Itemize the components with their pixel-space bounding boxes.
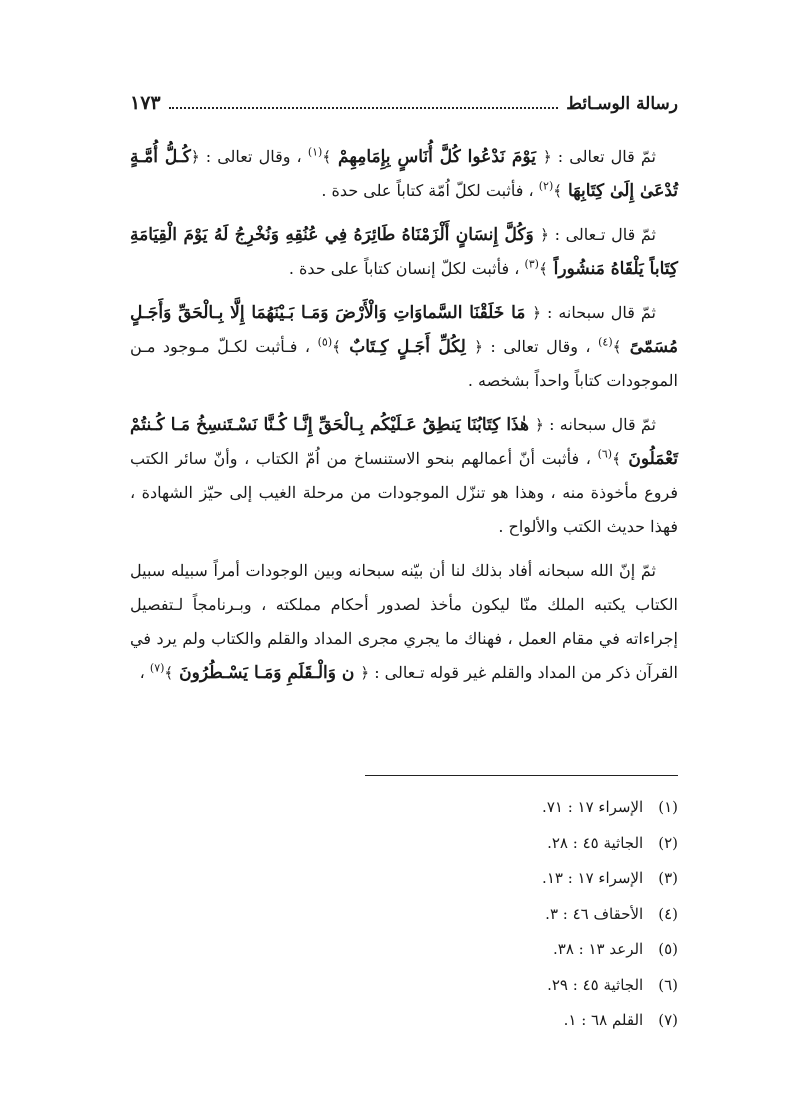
ornate-bracket: ﴾ — [164, 664, 174, 682]
paragraph — [130, 554, 678, 690]
footnote-text: الرعد ١٣ : ٣٨. — [552, 940, 644, 958]
ornate-bracket: ﴾ — [612, 338, 622, 356]
quran-verse: وَكُلَّ إِنسَانٍ أَلْزَمْنَاهُ طَائِرَهُ فِي عُنُقِهِ وَنُخْرِجُ لَهُ يَوْمَ الْقِيَامَةِ كِتَاباً يَلْقَاهُ مَنشُوراً — [130, 225, 678, 279]
quran-verse: ن وَالْـقَلَمِ وَمَـا يَسْـطُرُونَ — [173, 663, 361, 683]
body-text: ثمّ قال تـعالى : — [548, 225, 656, 244]
footnote-ref: (٣) — [524, 257, 539, 271]
footnote — [330, 932, 678, 968]
footnote-ref: (٦) — [597, 447, 613, 461]
quran-verse: لِكُلِّ أَجَـلٍ كِـتَابٌ — [340, 337, 475, 357]
footnote-ref: (٥) — [317, 335, 333, 349]
footnote-number: (٥) — [658, 940, 678, 958]
body-text: ، فأثبت لكلّ اُمّة كتاباً على حدة . — [321, 181, 539, 200]
body-text: ، فـأثبت لكـلّ مـوجود مـن الموجودات كتاباً واحداً بشخصه . — [130, 337, 678, 390]
footnote-number: (٧) — [658, 1011, 678, 1029]
ornate-bracket: ﴿ — [360, 664, 370, 682]
ornate-bracket: ﴾ — [612, 450, 621, 468]
footnote — [330, 861, 678, 897]
footnote — [330, 968, 678, 1004]
body-text: ، — [139, 663, 150, 682]
chapter-title: رسالة الوسـائط — [566, 94, 678, 114]
body-text: ثمّ إنّ الله سبحانه أفاد بذلك لنا أن بيّنه سبحانه وبين الوجودات أمراً سبيله سبيل الكتاب يكتبه الملك منّا ليكون مأخذ لصدور أحكام مملكته ، وبـرنامجاً لـتفصيل إجراءاته في مقام العمل ، فهناك ما يجري مجرى المداد والقلم والكتاب ولم يرد في القرآن ذكر من المداد والقلم غير قوله تـعالى : — [130, 561, 679, 682]
body-text: ثمّ قال سبحانه : — [543, 415, 657, 434]
ornate-bracket: ﴾ — [332, 338, 341, 356]
body-text: ، فأثبت أنّ أعمالهم بنحو الاستنساخ من اُمّ الكتاب ، وأنّ سائر الكتب فروع مأخوذة منه ، وهذا هو تنزّل الموجودات من مرحلة الغيب إلى حيّز الشهادة ، فهذا حديث الكتب والألواح . — [130, 449, 679, 536]
paragraph — [130, 408, 678, 544]
footnote-ref: (١) — [307, 145, 323, 159]
footnote-text: الأحقاف ٤٦ : ٣. — [545, 904, 644, 923]
footnote-number: (١) — [658, 798, 678, 816]
body-text: ثمّ قال سبحانه : — [541, 303, 656, 322]
ornate-bracket: ﴿ — [190, 148, 200, 166]
footnote — [330, 826, 678, 862]
quran-verse: مَا خَلَقْنَا السَّماوَاتِ وَالْأَرْضَ وَمَـا بَـيْنَهُمَا إِلَّا بِـالْحَقِّ وَأَجَـلٍ مُسَمّىً — [130, 303, 679, 357]
footnote-number: (٦) — [658, 975, 678, 994]
footnote-number: (٤) — [658, 904, 678, 923]
footnote — [330, 1003, 678, 1039]
quran-verse: يَوْمَ نَدْعُوا كُلَّ أُنَاسٍ بِإِمَامِهِمْ — [331, 147, 543, 167]
footnote-text: القلم ٦٨ : ١. — [563, 1011, 644, 1029]
ornate-bracket: ﴿ — [474, 338, 483, 356]
footnote-text: الجاثية ٤٥ : ٢٩. — [547, 975, 644, 994]
footnote — [330, 790, 678, 826]
body-text: ، وقال تعالى : — [482, 337, 599, 356]
ornate-bracket: ﴾ — [553, 182, 563, 200]
leader-dots — [169, 106, 559, 109]
body-text: ، وقال تعالى : — [199, 147, 308, 166]
footnote-number: (٣) — [658, 869, 678, 887]
footnotes — [330, 790, 678, 1039]
body-text: ثمّ قال تعالى : — [551, 147, 656, 166]
ornate-bracket: ﴾ — [538, 260, 548, 278]
footnote-number: (٢) — [658, 833, 678, 852]
footnote-ref: (٧) — [149, 661, 165, 675]
main-text — [130, 140, 678, 700]
ornate-bracket: ﴿ — [542, 148, 552, 166]
quran-verse: هٰذَا كِتَابُنَا يَنطِقُ عَـلَيْكُم بِـالْحَقِّ إِنَّـا كُـنَّا نَسْـتَنسِخُ مَـا كُـنتُمْ تَعْمَلُونَ — [130, 415, 679, 469]
ornate-bracket: ﴿ — [540, 226, 549, 244]
ornate-bracket: ﴿ — [535, 416, 544, 434]
ornate-bracket: ﴿ — [532, 304, 541, 322]
paragraph — [130, 296, 678, 398]
footnote-text: الجاثية ٤٥ : ٢٨. — [547, 833, 644, 852]
footnote-divider — [365, 775, 678, 776]
body-text: ، فأثبت لكلّ إنسان كتاباً على حدة . — [288, 259, 525, 278]
footnote-ref: (٢) — [538, 179, 554, 193]
paragraph — [130, 140, 678, 208]
running-header — [130, 92, 678, 114]
ornate-bracket: ﴾ — [322, 148, 332, 166]
quran-verse: كُـلُّ أُمَّـةٍ تُدْعَىٰ إِلَىٰ كِتَابِهَا — [130, 147, 678, 201]
footnote-text: الإسراء ١٧ : ١٣. — [542, 869, 644, 887]
footnote — [330, 897, 678, 933]
footnote-text: الإسراء ١٧ : ٧١. — [542, 798, 644, 816]
paragraph — [130, 218, 678, 286]
page-number: ١٧٣ — [130, 92, 161, 114]
footnote-ref: (٤) — [598, 335, 613, 349]
